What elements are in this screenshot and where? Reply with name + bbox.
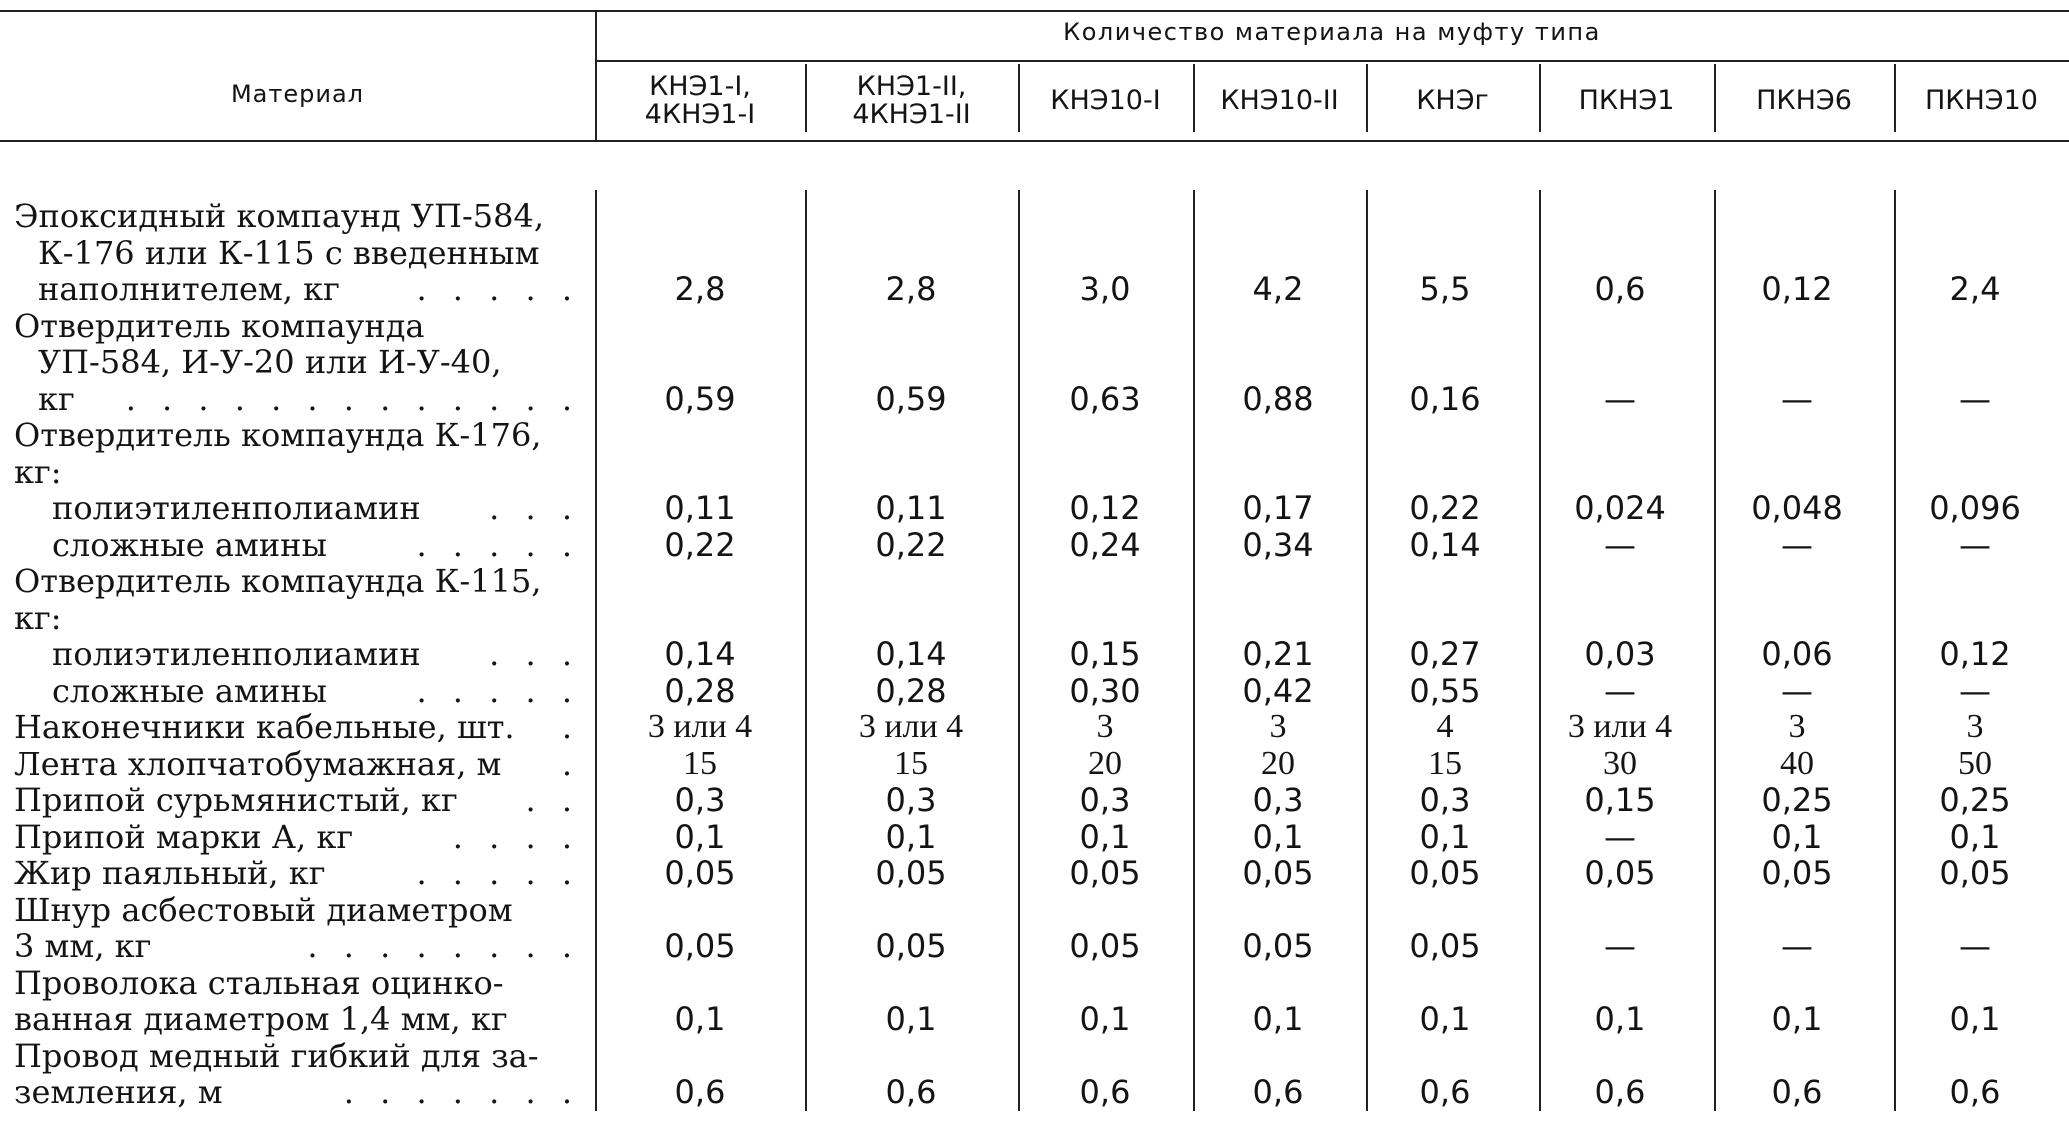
material-line: Эпоксидный компаунд УП-584, bbox=[14, 197, 545, 235]
value-cell: 0,096 bbox=[1929, 489, 2021, 527]
column-divider bbox=[1366, 64, 1368, 132]
value-cell: — bbox=[1959, 927, 1991, 965]
value-cell: — bbox=[1959, 379, 1991, 418]
leader-dots: . . . . bbox=[452, 817, 580, 856]
leader-dots: . bbox=[561, 744, 580, 783]
value-cell: 0,1 bbox=[1419, 1000, 1471, 1038]
leader-dots: . bbox=[561, 708, 580, 746]
value-cell: 0,88 bbox=[1242, 379, 1314, 418]
value-cell: 0,59 bbox=[664, 379, 736, 418]
column-header-line: ПКНЭ1 bbox=[1578, 85, 1675, 116]
value-cell: 0,6 bbox=[1419, 1073, 1471, 1111]
value-cell: 0,6 bbox=[1594, 270, 1646, 308]
value-cell: — bbox=[1781, 671, 1813, 710]
value-cell: 0,1 bbox=[1079, 817, 1131, 856]
value-cell: 0,1 bbox=[1949, 817, 2001, 856]
material-line: Наконечники кабельные, шт. bbox=[14, 708, 515, 746]
value-cell: 0,024 bbox=[1574, 489, 1666, 527]
material-line: полиэтиленполиамин bbox=[52, 489, 421, 527]
leader-dots: . . . bbox=[489, 489, 580, 527]
value-cell: 50 bbox=[1958, 744, 1992, 782]
column-header bbox=[809, 66, 1014, 136]
value-cell: 0,06 bbox=[1761, 635, 1833, 673]
value-cell: 0,24 bbox=[1069, 525, 1141, 564]
value-cell: 5,5 bbox=[1419, 270, 1471, 308]
column-divider bbox=[1714, 64, 1716, 132]
value-cell: 0,6 bbox=[1079, 1073, 1131, 1111]
value-cell: 0,05 bbox=[1069, 854, 1141, 892]
value-cell: 0,3 bbox=[674, 781, 726, 819]
column-header-line: ПКНЭ10 bbox=[1925, 85, 2038, 116]
material-line: кг bbox=[38, 379, 75, 418]
material-line: Припой сурьмянистый, кг bbox=[14, 781, 458, 819]
value-cell: 3 bbox=[1096, 708, 1114, 745]
value-cell: 0,6 bbox=[1594, 1073, 1646, 1111]
material-line: Шнур асбестовый диаметром bbox=[14, 890, 513, 929]
super-header: Количество материала на муфту типа bbox=[1063, 18, 1601, 46]
value-cell: 0,14 bbox=[664, 635, 736, 673]
value-cell: 0,15 bbox=[1584, 781, 1656, 819]
material-line: Жир паяльный, кг bbox=[14, 854, 326, 892]
value-cell: 4 bbox=[1436, 708, 1454, 745]
column-divider bbox=[1193, 64, 1195, 132]
value-cell: 0,05 bbox=[1409, 854, 1481, 892]
value-cell: 0,1 bbox=[674, 817, 726, 856]
value-cell: 0,05 bbox=[1584, 854, 1656, 892]
value-cell: — bbox=[1781, 927, 1813, 965]
value-cell: 0,6 bbox=[1252, 1073, 1304, 1111]
super-header-rule bbox=[595, 60, 2069, 62]
column-header-line: КНЭ10-I bbox=[1050, 85, 1161, 116]
value-cell: 3 bbox=[1788, 708, 1806, 745]
material-line: наполнителем, кг bbox=[38, 270, 340, 308]
value-cell: 0,14 bbox=[1409, 525, 1481, 564]
leader-dots: . . . . . bbox=[416, 525, 580, 564]
value-cell: — bbox=[1781, 525, 1813, 564]
material-line: К-176 или К-115 с введенным bbox=[38, 233, 540, 272]
material-line: Припой марки А, кг bbox=[14, 817, 354, 856]
leader-dots: . . . . . bbox=[416, 854, 580, 892]
leader-dots: . . . . . . . . . . . . . bbox=[125, 379, 580, 418]
value-cell: — bbox=[1604, 525, 1636, 564]
column-header bbox=[599, 66, 801, 136]
value-cell: 0,28 bbox=[875, 671, 947, 710]
value-cell: 0,6 bbox=[674, 1073, 726, 1111]
value-cell: 0,3 bbox=[1252, 781, 1304, 819]
value-cell: 0,05 bbox=[664, 854, 736, 892]
value-cell: 0,1 bbox=[1949, 1000, 2001, 1038]
leader-dots: . . bbox=[525, 781, 580, 819]
leader-dots: . . . . . bbox=[416, 671, 580, 710]
value-cell: — bbox=[1604, 817, 1636, 856]
column-header-line: 4КНЭ1-I bbox=[644, 99, 756, 130]
value-cell: 20 bbox=[1088, 744, 1122, 782]
value-cell: 0,05 bbox=[875, 854, 947, 892]
value-cell: 0,1 bbox=[1419, 817, 1471, 856]
value-cell: 3 bbox=[1966, 708, 1984, 745]
value-cell: 0,05 bbox=[1409, 927, 1481, 965]
column-header-line: КНЭ1-I, bbox=[649, 71, 751, 102]
value-cell: 0,1 bbox=[885, 817, 937, 856]
column-divider bbox=[1539, 64, 1541, 132]
value-cell: 15 bbox=[894, 744, 928, 782]
material-line: сложные амины bbox=[52, 525, 327, 564]
material-line: УП-584, И-У-20 или И-У-40, bbox=[38, 343, 502, 381]
value-cell: 0,55 bbox=[1409, 671, 1481, 710]
column-divider bbox=[1018, 64, 1020, 132]
value-cell: — bbox=[1604, 927, 1636, 965]
material-line: сложные амины bbox=[52, 671, 327, 710]
column-header bbox=[1543, 66, 1710, 136]
leader-dots: . . . . . bbox=[416, 270, 580, 308]
value-cell: 3 или 4 bbox=[647, 708, 753, 745]
value-cell: — bbox=[1781, 379, 1813, 418]
value-cell: 15 bbox=[1428, 744, 1462, 782]
value-cell: 0,25 bbox=[1939, 781, 2011, 819]
value-cell: 0,1 bbox=[1594, 1000, 1646, 1038]
value-cell: 3 или 4 bbox=[1567, 708, 1673, 745]
leader-dots: . . . . . . . . bbox=[307, 927, 580, 965]
value-cell: 0,11 bbox=[875, 489, 947, 527]
material-line: Отвердитель компаунда bbox=[14, 306, 425, 345]
material-line: кг: bbox=[14, 452, 62, 491]
body-column-divider bbox=[595, 190, 597, 1111]
material-line: Отвердитель компаунда К-115, bbox=[14, 562, 542, 600]
value-cell: 0,12 bbox=[1939, 635, 2011, 673]
value-cell: 0,1 bbox=[1079, 1000, 1131, 1038]
value-cell: 0,11 bbox=[664, 489, 736, 527]
column-header-line: ПКНЭ6 bbox=[1756, 85, 1852, 116]
value-cell: 0,12 bbox=[1069, 489, 1141, 527]
value-cell: 0,6 bbox=[1949, 1073, 2001, 1111]
value-cell: 0,03 bbox=[1584, 635, 1656, 673]
value-cell: 2,8 bbox=[885, 270, 937, 308]
value-cell: 4,2 bbox=[1252, 270, 1304, 308]
value-cell: 0,6 bbox=[885, 1073, 937, 1111]
value-cell: 0,42 bbox=[1242, 671, 1314, 710]
value-cell: — bbox=[1604, 379, 1636, 418]
value-cell: 0,05 bbox=[875, 927, 947, 965]
value-cell: 0,17 bbox=[1242, 489, 1314, 527]
value-cell: 40 bbox=[1780, 744, 1814, 782]
value-cell: 0,05 bbox=[664, 927, 736, 965]
value-cell: 3,0 bbox=[1079, 270, 1131, 308]
value-cell: 0,15 bbox=[1069, 635, 1141, 673]
column-header bbox=[1370, 66, 1535, 136]
value-cell: 2,4 bbox=[1949, 270, 2001, 308]
column-divider bbox=[1894, 64, 1896, 132]
value-cell: 0,14 bbox=[875, 635, 947, 673]
value-cell: 0,30 bbox=[1069, 671, 1141, 710]
body-column-divider bbox=[805, 190, 807, 1111]
value-cell: 0,05 bbox=[1242, 854, 1314, 892]
material-line: Провод медный гибкий для за- bbox=[14, 1036, 539, 1075]
value-cell: 30 bbox=[1603, 744, 1637, 782]
value-cell: 0,22 bbox=[1409, 489, 1481, 527]
value-cell: 0,1 bbox=[1252, 1000, 1304, 1038]
value-cell: 0,34 bbox=[1242, 525, 1314, 564]
value-cell: 0,25 bbox=[1761, 781, 1833, 819]
leader-dots: . . . bbox=[489, 635, 580, 673]
material-line: Отвердитель компаунда К-176, bbox=[14, 416, 542, 454]
value-cell: 0,27 bbox=[1409, 635, 1481, 673]
value-cell: 0,048 bbox=[1751, 489, 1843, 527]
column-divider bbox=[805, 64, 807, 132]
value-cell: 0,3 bbox=[1419, 781, 1471, 819]
value-cell: 0,1 bbox=[674, 1000, 726, 1038]
column-header bbox=[1718, 66, 1890, 136]
value-cell: 0,16 bbox=[1409, 379, 1481, 418]
value-cell: 0,05 bbox=[1761, 854, 1833, 892]
column-header-line: КНЭг bbox=[1416, 85, 1489, 116]
value-cell: 0,3 bbox=[1079, 781, 1131, 819]
column-header-line: 4КНЭ1-II bbox=[852, 99, 971, 130]
value-cell: 0,05 bbox=[1069, 927, 1141, 965]
value-cell: 0,1 bbox=[885, 1000, 937, 1038]
material-line: 3 мм, кг bbox=[14, 927, 152, 965]
value-cell: 0,59 bbox=[875, 379, 947, 418]
value-cell: 0,22 bbox=[875, 525, 947, 564]
value-cell: 15 bbox=[683, 744, 717, 782]
top-rule bbox=[0, 10, 2069, 12]
value-cell: — bbox=[1604, 671, 1636, 710]
material-line: Проволока стальная оцинко- bbox=[14, 963, 504, 1002]
column-header bbox=[1197, 66, 1362, 136]
column-header-line: КНЭ1-II, bbox=[856, 71, 967, 102]
value-cell: 3 bbox=[1269, 708, 1287, 745]
column-header bbox=[1898, 66, 2065, 136]
value-cell: 0,6 bbox=[1771, 1073, 1823, 1111]
material-line: кг: bbox=[14, 598, 62, 637]
value-cell: 0,1 bbox=[1771, 1000, 1823, 1038]
value-cell: 0,22 bbox=[664, 525, 736, 564]
value-cell: 2,8 bbox=[674, 270, 726, 308]
value-cell: 0,63 bbox=[1069, 379, 1141, 418]
material-line: полиэтиленполиамин bbox=[52, 635, 421, 673]
column-header-line: КНЭ10-II bbox=[1220, 85, 1339, 116]
header-bottom-rule bbox=[0, 140, 2069, 142]
material-line: земления, м bbox=[14, 1073, 223, 1111]
material-line: ванная диаметром 1,4 мм, кг bbox=[14, 1000, 508, 1038]
value-cell: 0,21 bbox=[1242, 635, 1314, 673]
value-cell: 0,1 bbox=[1771, 817, 1823, 856]
value-cell: 3 или 4 bbox=[858, 708, 964, 745]
value-cell: — bbox=[1959, 671, 1991, 710]
column-header bbox=[1022, 66, 1189, 136]
value-cell: 0,3 bbox=[885, 781, 937, 819]
material-header: Материал bbox=[230, 80, 365, 108]
value-cell: — bbox=[1959, 525, 1991, 564]
value-cell: 0,12 bbox=[1761, 270, 1833, 308]
value-cell: 0,28 bbox=[664, 671, 736, 710]
value-cell: 0,05 bbox=[1242, 927, 1314, 965]
value-cell: 20 bbox=[1261, 744, 1295, 782]
leader-dots: . . . . . . . bbox=[343, 1073, 580, 1111]
material-line: Лента хлопчатобумажная, м bbox=[14, 744, 502, 783]
value-cell: 0,1 bbox=[1252, 817, 1304, 856]
value-cell: 0,05 bbox=[1939, 854, 2011, 892]
